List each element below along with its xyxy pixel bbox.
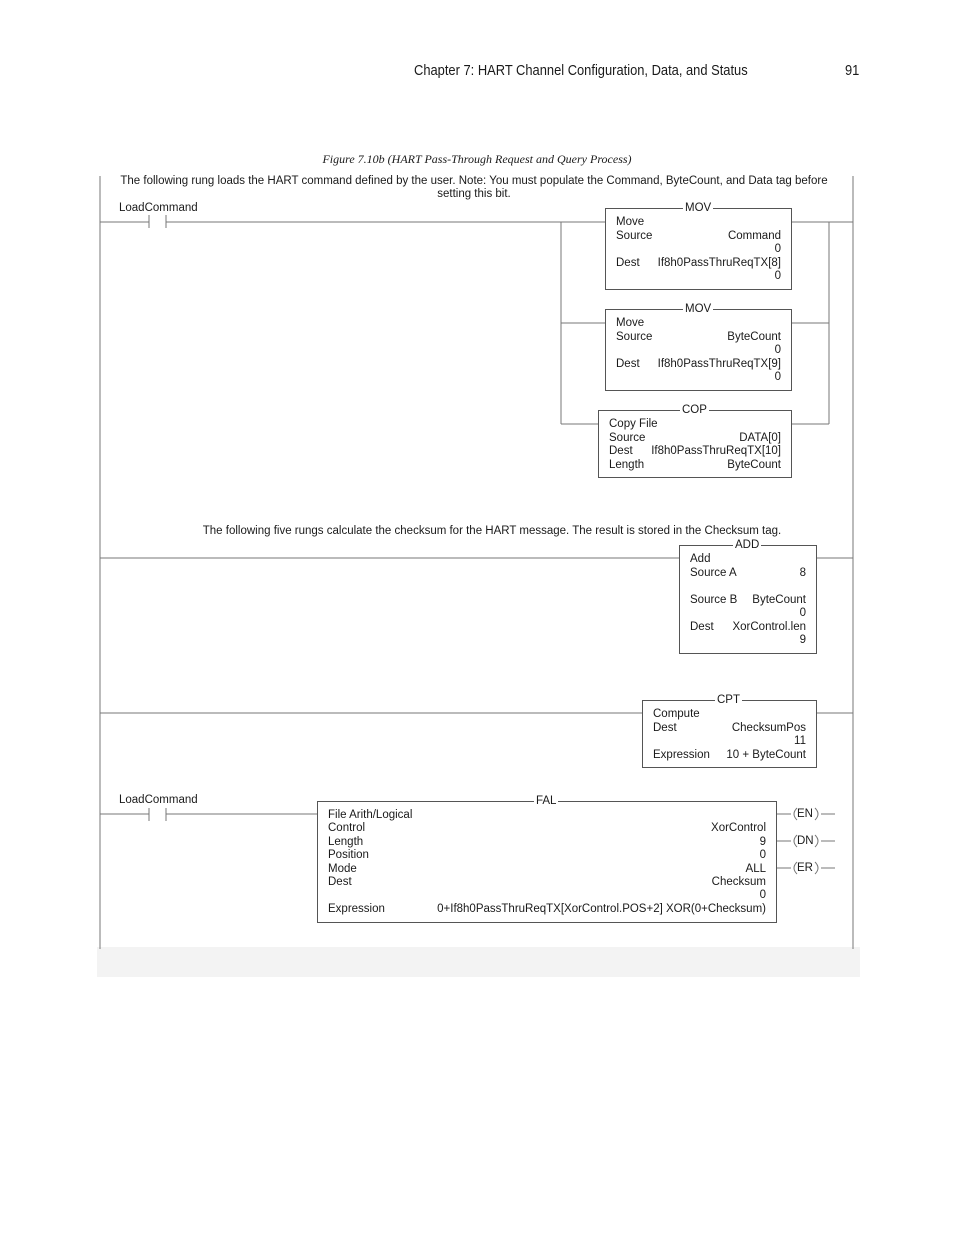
cop-dest: If8h0PassThruReqTX[10] [651, 445, 781, 457]
cop-block [598, 404, 792, 478]
add-desc: Add [690, 553, 711, 565]
mov1-source-label: Source [616, 230, 653, 242]
fal-desc: File Arith/Logical [328, 809, 413, 821]
mov2-source-label: Source [616, 331, 653, 343]
fal-control: XorControl [711, 822, 766, 834]
mov2-source: ByteCount [727, 331, 781, 343]
mov1-dest-label: Dest [616, 257, 640, 269]
add-source-a: 8 [799, 567, 806, 579]
cpt-dest: ChecksumPos [731, 722, 806, 734]
rung4-contact-label: LoadCommand [119, 794, 198, 806]
mov2-dest-value: 0 [774, 371, 781, 383]
cop-desc: Copy File [609, 418, 658, 430]
add-source-b: ByteCount [752, 594, 806, 606]
mov1-block [605, 202, 792, 290]
fal-dest-value: 0 [759, 889, 766, 901]
mov2-block [605, 303, 792, 391]
cop-source-label: Source [609, 432, 646, 444]
add-block [679, 539, 817, 654]
coil-er-label: ER [797, 862, 813, 874]
cop-source: DATA[0] [739, 432, 781, 444]
fal-control-label: Control [328, 822, 366, 834]
page-number: 91 [845, 62, 860, 79]
mov1-dest-value: 0 [774, 270, 781, 282]
add-source-a-label: Source A [690, 567, 737, 579]
cpt-dest-label: Dest [653, 722, 677, 734]
cop-title: COP [682, 404, 707, 416]
add-source-b-label: Source B [690, 594, 738, 606]
fal-mode: ALL [745, 863, 766, 875]
mov2-dest: If8h0PassThruReqTX[9] [657, 358, 781, 370]
add-dest: XorControl.len [732, 621, 806, 633]
add-source-b-value: 0 [799, 607, 806, 619]
add-dest-value: 9 [799, 634, 806, 646]
mov1-source: Command [727, 230, 781, 242]
fal-dest: Checksum [711, 876, 766, 888]
mov2-desc: Move [616, 317, 645, 329]
rung2-comment: The following five rungs calculate the checksum for the HART message. The result is stored in the Checksum tag. [202, 525, 782, 537]
cpt-expr: 10 + ByteCount [726, 749, 806, 761]
mov1-dest: If8h0PassThruReqTX[8] [657, 257, 781, 269]
cpt-expr-label: Expression [653, 749, 710, 761]
cpt-dest-value: 11 [794, 735, 806, 747]
mov2-dest-label: Dest [616, 358, 640, 370]
fal-length: 9 [759, 836, 766, 848]
rung1-comment: The following rung loads the HART command defined by the user. Note: You must populate the Command, ByteCount, and Data tag before setting this bit. [120, 175, 828, 200]
fal-expr-label: Expression [328, 903, 385, 915]
cpt-title: CPT [717, 694, 740, 706]
figure-caption: Figure 7.10b (HART Pass-Through Request and Query Process) [322, 152, 632, 166]
cpt-desc: Compute [653, 708, 700, 720]
fal-mode-label: Mode [328, 863, 357, 875]
cop-length: ByteCount [727, 459, 781, 471]
coil-en-label: EN [797, 808, 813, 820]
mov1-desc: Move [616, 216, 645, 228]
cpt-block [642, 694, 817, 768]
fal-position-label: Position [328, 849, 369, 861]
add-title: ADD [735, 539, 760, 551]
mov1-title: MOV [685, 202, 712, 214]
coil-dn-label: DN [797, 835, 814, 847]
fal-block [317, 795, 777, 923]
page-header: Chapter 7: HART Channel Configuration, Data, and Status [414, 62, 748, 79]
fal-dest-label: Dest [328, 876, 352, 888]
rung1-contact-label: LoadCommand [119, 202, 198, 214]
cop-length-label: Length [609, 459, 645, 471]
mov1-source-value: 0 [774, 243, 781, 255]
mov2-source-value: 0 [774, 344, 781, 356]
fal-length-label: Length [328, 836, 364, 848]
mov2-title: MOV [685, 303, 712, 315]
fal-expr: 0+If8h0PassThruReqTX[XorControl.POS+2] XOR(0+Checksum) [437, 903, 766, 915]
fal-title: FAL [536, 795, 557, 807]
cop-dest-label: Dest [609, 445, 633, 457]
add-dest-label: Dest [690, 621, 714, 633]
fal-position: 0 [759, 849, 766, 861]
ladder-diagram [97, 172, 860, 977]
